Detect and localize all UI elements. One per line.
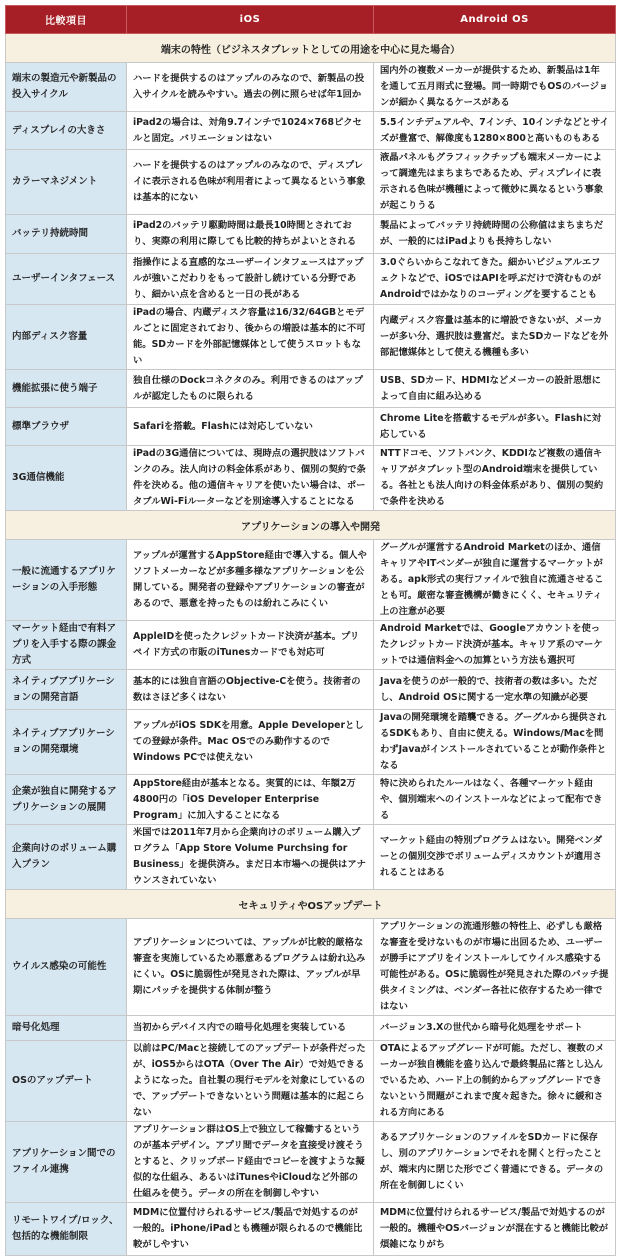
ios-value: MDMに位置付けられるサービス/製品で対処するのが一般的。iPhone/iPadとも機種が限られるので機能比較がしやすい: [127, 1203, 374, 1256]
android-value: バージョン3.Xの世代から暗号化処理をサポート: [374, 1016, 616, 1041]
row-item-label: 企業向けのボリューム購入プラン: [6, 825, 127, 890]
table-row: [6, 1016, 616, 1041]
row-item-label: アプリケーション間でのファイル連携: [6, 1122, 127, 1203]
row-item-label: 3G通信機能: [6, 446, 127, 511]
android-value: あるアプリケーションのファイルをSDカードに保存し、別のアプリケーションでそれを開くと行ったことが、端末内に閉じた形でごく普通にできる。データの所在を制御しにくい: [374, 1122, 616, 1203]
row-item-label: OSのアップデート: [6, 1041, 127, 1122]
table-row: [6, 775, 616, 825]
table-row: [6, 919, 616, 1016]
row-item-label: ディスプレイの大きさ: [6, 112, 127, 150]
row-item-label: リモートワイプ/ロック、包括的な機能制限: [6, 1203, 127, 1256]
android-value: MDMに位置付けられるサービス/製品で対処するのが一般的。機種やOSバージョンが混在すると機能比較が煩雑になりがち: [374, 1203, 616, 1256]
row-item-label: 標準ブラウザ: [6, 408, 127, 446]
row-item-label: 端末の製造元や新製品の投入サイクル: [6, 63, 127, 112]
android-value: 内蔵ディスク容量は基本的に増設できないが、メーカーが多い分、選択肢は豊富だ。またSDカードなどを外部記憶媒体として使える機種も多い: [374, 305, 616, 370]
table-row: [6, 254, 616, 305]
row-item-label: バッテリ持続時間: [6, 215, 127, 254]
ios-value: アップルが運営するAppStore経由で導入する。個人やソフトメーカーなどが多種多様なアプリケーションを公開している。開発者の登録やアプリケーションの審査があるので、悪意を持ったものは紛れこみにくい: [127, 540, 374, 621]
table-row: [6, 112, 616, 150]
ios-value: アプリケーションについては、アップルが比較的厳格な審査を実施しているため悪意あるプログラムは紛れ込みにくい。OSに脆弱性が発見された際は、アップルが早期にパッチを提供する体制が整う: [127, 919, 374, 1016]
row-item-label: マーケット経由で有料アプリを入手する際の課金方式: [6, 621, 127, 670]
table-row: [6, 150, 616, 215]
row-item-label: ウイルス感染の可能性: [6, 919, 127, 1016]
row-item-label: 企業が独自に開発するアプリケーションの展開: [6, 775, 127, 825]
android-value: 5.5インチデュアルや、7インチ、10インチなどとサイズが豊富で、解像度も1280×800と高いものもある: [374, 112, 616, 150]
ios-value: AppStore経由が基本となる。実質的には、年額2万4800円の「iOS Developer Enterprise Program」に加入することになる: [127, 775, 374, 825]
table-row: [6, 63, 616, 112]
table-row: [6, 710, 616, 775]
table-row: [6, 1203, 616, 1256]
row-item-label: 暗号化処理: [6, 1016, 127, 1041]
header-android: Android OS: [374, 6, 616, 34]
android-value: 液晶パネルもグラフィックチップも端末メーカーによって調達先はまちまちであるため、ディスプレイに表示される色味が機種によって微妙に異なるという事象が起こりうる: [374, 150, 616, 215]
section-row: [6, 34, 616, 63]
header-ios: iOS: [127, 6, 374, 34]
section-row: [6, 890, 616, 919]
android-value: グーグルが運営するAndroid Marketのほか、通信キャリアやITベンダーが独自に運営するマーケットがある。apk形式の実行ファイルで独自に流通させることも可。厳密な審査機構が働きにくく、セキュリティ上の注意が必要: [374, 540, 616, 621]
android-value: NTTドコモ、ソフトバンク、KDDIなど複数の通信キャリアがタブレット型のAndroid端末を提供している。各社とも法人向けの料金体系があり、個別の契約で条件を決める: [374, 446, 616, 511]
android-value: Javaを使うのが一般的で、技術者の数は多い。ただし、Android OSに関する一定水準の知識が必要: [374, 670, 616, 710]
android-value: 3.0ぐらいからこなれてきた。細かいビジュアルエフェクトなどで、iOSではAPIを呼ぶだけで済むものがAndroidではかなりのコーディングを要することも: [374, 254, 616, 305]
table-body: [6, 34, 616, 1256]
row-item-label: 一般に流通するアプリケーションの入手形態: [6, 540, 127, 621]
android-value: マーケット経由の特別プログラムはない。開発ベンダーとの個別交渉でボリュームディスカウントが適用されることはある: [374, 825, 616, 890]
table-row: [6, 305, 616, 370]
android-value: USB、SDカード、HDMIなどメーカーの設計思想によって自由に組み込める: [374, 370, 616, 408]
table-row: [6, 621, 616, 670]
ios-value: 米国では2011年7月から企業向けのボリューム購入プログラム「App Store Volume Purchsing for Business」を提供済み。まだ日本市場への提供はアナウンスされていない: [127, 825, 374, 890]
row-item-label: ユーザーインタフェース: [6, 254, 127, 305]
section-row: [6, 511, 616, 540]
ios-value: ハードを提供するのはアップルのみなので、新製品の投入サイクルを読みやすい。過去の例に照らせば年1回か: [127, 63, 374, 112]
table-row: [6, 670, 616, 710]
row-item-label: 機能拡張に使う端子: [6, 370, 127, 408]
ios-value: ハードを提供するのはアップルのみなので、ディスプレイに表示される色味が利用者によって異なるという事象は基本的にない: [127, 150, 374, 215]
table-row: [6, 408, 616, 446]
ios-value: アプリケーション群はOS上で独立して稼働するというのが基本デザイン。アプリ間でデータを直接受け渡そうとすると、クリップボード経由でコピーを渡すような擬似的な仕組み、あるいはiTunesやiCloudなど外部の仕組みを使う。データの所在を制御しやすい: [127, 1122, 374, 1203]
android-value: OTAによるアップグレードが可能。ただし、複数のメーカーが独自機能を盛り込んで最終製品に落とし込んでいるため、ハード上の制約からアップグレードできないという問題がこれまで度々起きた。徐々に緩和される方向にある: [374, 1041, 616, 1122]
android-value: アプリケーションの流通形態の特性上、必ずしも厳格な審査を受けないものが市場に出回るため、ユーザーが勝手にアプリをインストールしてウイルス感染する可能性がある。OSに脆弱性が発見された際のパッチ提供タイミングは、ベンダー各社に依存するため一律ではない: [374, 919, 616, 1016]
ios-value: 基本的には独自言語のObjective-Cを使う。技術者の数はさほど多くはない: [127, 670, 374, 710]
ios-value: 以前はPC/Macと接続してのアップデートが条件だったが、iOS5からはOTA（Over The Air）で対処できるようになった。自社製の現行モデルを対象にしているので、アップデートできないという問題は基本的に起こらない: [127, 1041, 374, 1122]
row-item-label: ネイティブアプリケーションの開発言語: [6, 670, 127, 710]
ios-value: iPadの3G通信については、現時点の選択肢はソフトバンクのみ。法人向けの料金体系があり、個別の契約で条件を決める。他の通信キャリアを使いたい場合は、ポータブルWi-Fiルーターなどを別途導入することになる: [127, 446, 374, 511]
table-row: [6, 215, 616, 254]
row-item-label: カラーマネジメント: [6, 150, 127, 215]
table-row: [6, 1041, 616, 1122]
section-title: 端末の特性（ビジネスタブレットとしての用途を中心に見た場合）: [6, 34, 616, 63]
table-row: [6, 370, 616, 408]
ios-value: 独自仕様のDockコネクタのみ。利用できるのはアップルが認定したものに限られる: [127, 370, 374, 408]
section-title: セキュリティやOSアップデート: [6, 890, 616, 919]
table-row: [6, 1122, 616, 1203]
ios-value: iPad2の場合は、対角9.7インチで1024×768ピクセルと固定。バリエーションはない: [127, 112, 374, 150]
ios-value: Safariを搭載。Flashには対応していない: [127, 408, 374, 446]
ios-value: 指操作による直感的なユーザーインタフェースはアップルが強いこだわりをもって設計し続けている分野であり、細かい点を含めると一日の長がある: [127, 254, 374, 305]
section-title: アプリケーションの導入や開発: [6, 511, 616, 540]
android-value: Javaの開発環境を踏襲できる。グーグルから提供されるSDKもあり、自由に使える。Windows/Macを問わずJavaがインストールされていることが動作条件となる: [374, 710, 616, 775]
ios-value: iPadの場合、内蔵ディスク容量は16/32/64GBとモデルごとに固定されており、後からの増設は基本的に不可能。SDカードを外部記憶媒体として使うスロットもない: [127, 305, 374, 370]
android-value: 特に決められたルールはなく、各種マーケット経由や、個別端末へのインストールなどによって配布できる: [374, 775, 616, 825]
ios-value: AppleIDを使ったクレジットカード決済が基本。プリペイド方式の市販のiTunesカードでも対応可: [127, 621, 374, 670]
comparison-table: [5, 5, 616, 1256]
table-row: [6, 446, 616, 511]
ios-value: アップルがiOS SDKを用意。Apple Developerとしての登録が条件。Mac OSでのみ動作するのでWindows PCでは使えない: [127, 710, 374, 775]
table-row: [6, 825, 616, 890]
ios-value: iPad2のバッテリ駆動時間は最長10時間とされており、実際の利用に際しても比較的持ちがよいとされる: [127, 215, 374, 254]
ios-value: 当初からデバイス内での暗号化処理を実装している: [127, 1016, 374, 1041]
row-item-label: 内部ディスク容量: [6, 305, 127, 370]
row-item-label: ネイティブアプリケーションの開発環境: [6, 710, 127, 775]
android-value: 製品によってバッテリ持続時間の公称値はまちまちだが、一般的にはiPadよりも長持ちしない: [374, 215, 616, 254]
table-row: [6, 540, 616, 621]
android-value: Chrome Liteを搭載するモデルが多い。Flashに対応している: [374, 408, 616, 446]
header-comparison-item: 比較項目: [6, 6, 127, 34]
header-row: [6, 6, 616, 34]
android-value: Android Marketでは、Googleアカウントを使ったクレジットカード決済が基本。キャリア系のマーケットでは通信料金への加算という方法も選択可: [374, 621, 616, 670]
android-value: 国内外の複数メーカーが提供するため、新製品は1年を通して五月雨式に登場。同一時期でもOSのバージョンが細かく異なるケースがある: [374, 63, 616, 112]
